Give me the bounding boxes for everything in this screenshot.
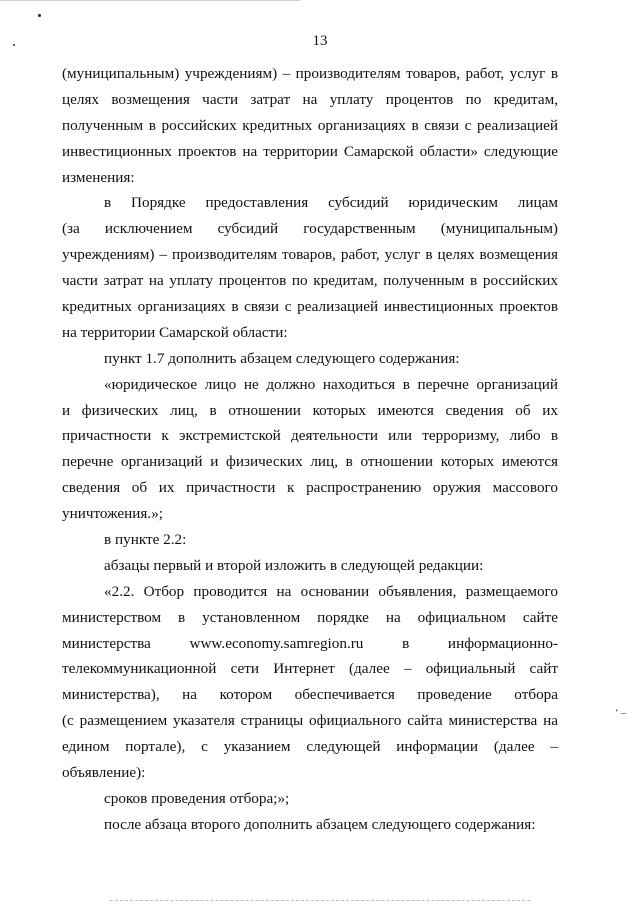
top-scan-edge: [0, 0, 300, 2]
page-number: 13: [312, 33, 328, 49]
text-line: на территории Самарской области:: [62, 323, 288, 341]
text-line: «2.2. Отбор проводится на основании объявления, размещаемого: [104, 582, 558, 600]
text-line: телекоммуникационной сети Интернет (далее – официальный сайт: [62, 660, 558, 678]
text-line: кредитных организациях в связи с реализацией инвестиционных проектов: [62, 298, 558, 316]
text-line: целях возмещения части затрат на уплату процентов по кредитам,: [62, 90, 558, 108]
text-line: министерства www.economy.samregion.ru в информационно-: [62, 634, 558, 652]
text-line: полученным в российских кредитных организациях в связи с реализацией: [62, 116, 558, 134]
text-line: едином портале), с указанием следующей информации (далее –: [62, 738, 558, 756]
margin-mark: ‘ –: [615, 708, 626, 719]
text-line: пункт 1.7 дополнить абзацем следующего содержания:: [104, 349, 460, 367]
text-line: учреждениям) – производителям товаров, работ, услуг в целях возмещения: [62, 246, 558, 264]
text-line: инвестиционных проектов на территории Самарской области» следующие: [62, 142, 558, 160]
text-line: уничтожения.»;: [62, 505, 164, 523]
text-line: сроков проведения отбора;»;: [104, 789, 290, 807]
scan-speck: [38, 14, 41, 17]
text-line: причастности к экстремистской деятельности или терроризму, либо в: [62, 427, 558, 445]
text-line: «юридическое лицо не должно находиться в перечне организаций: [104, 375, 558, 393]
text-line: сведения об их причастности к распространению оружия массового: [62, 479, 558, 497]
text-line: изменения:: [62, 168, 135, 186]
text-line: министерством в установленном порядке на официальном сайте: [62, 608, 558, 626]
text-line: в Порядке предоставления субсидий юридическим лицам: [104, 194, 558, 212]
text-line: абзацы первый и второй изложить в следующей редакции:: [104, 556, 484, 574]
text-line: в пункте 2.2:: [104, 531, 187, 549]
text-line: после абзаца второго дополнить абзацем следующего содержания:: [104, 815, 536, 833]
text-line: части затрат на уплату процентов по кредитам, полученным в российских: [62, 272, 558, 290]
text-line: и физических лиц, в отношении которых имеются сведения об их: [62, 401, 558, 419]
bottom-scan-edge: [110, 900, 530, 902]
text-line: (муниципальным) учреждениям) – производителям товаров, работ, услуг в: [62, 65, 558, 82]
text-line: перечне организаций и физических лиц, в отношении которых имеются: [62, 453, 558, 471]
text-line: объявление):: [62, 764, 146, 782]
text-line: министерства), на котором обеспечивается проведение отбора: [62, 686, 558, 704]
document-body: [62, 61, 558, 838]
text-line: (с размещением указателя страницы официального сайта министерства на: [62, 712, 558, 730]
text-line: (за исключением субсидий государственным (муниципальным): [62, 220, 558, 238]
